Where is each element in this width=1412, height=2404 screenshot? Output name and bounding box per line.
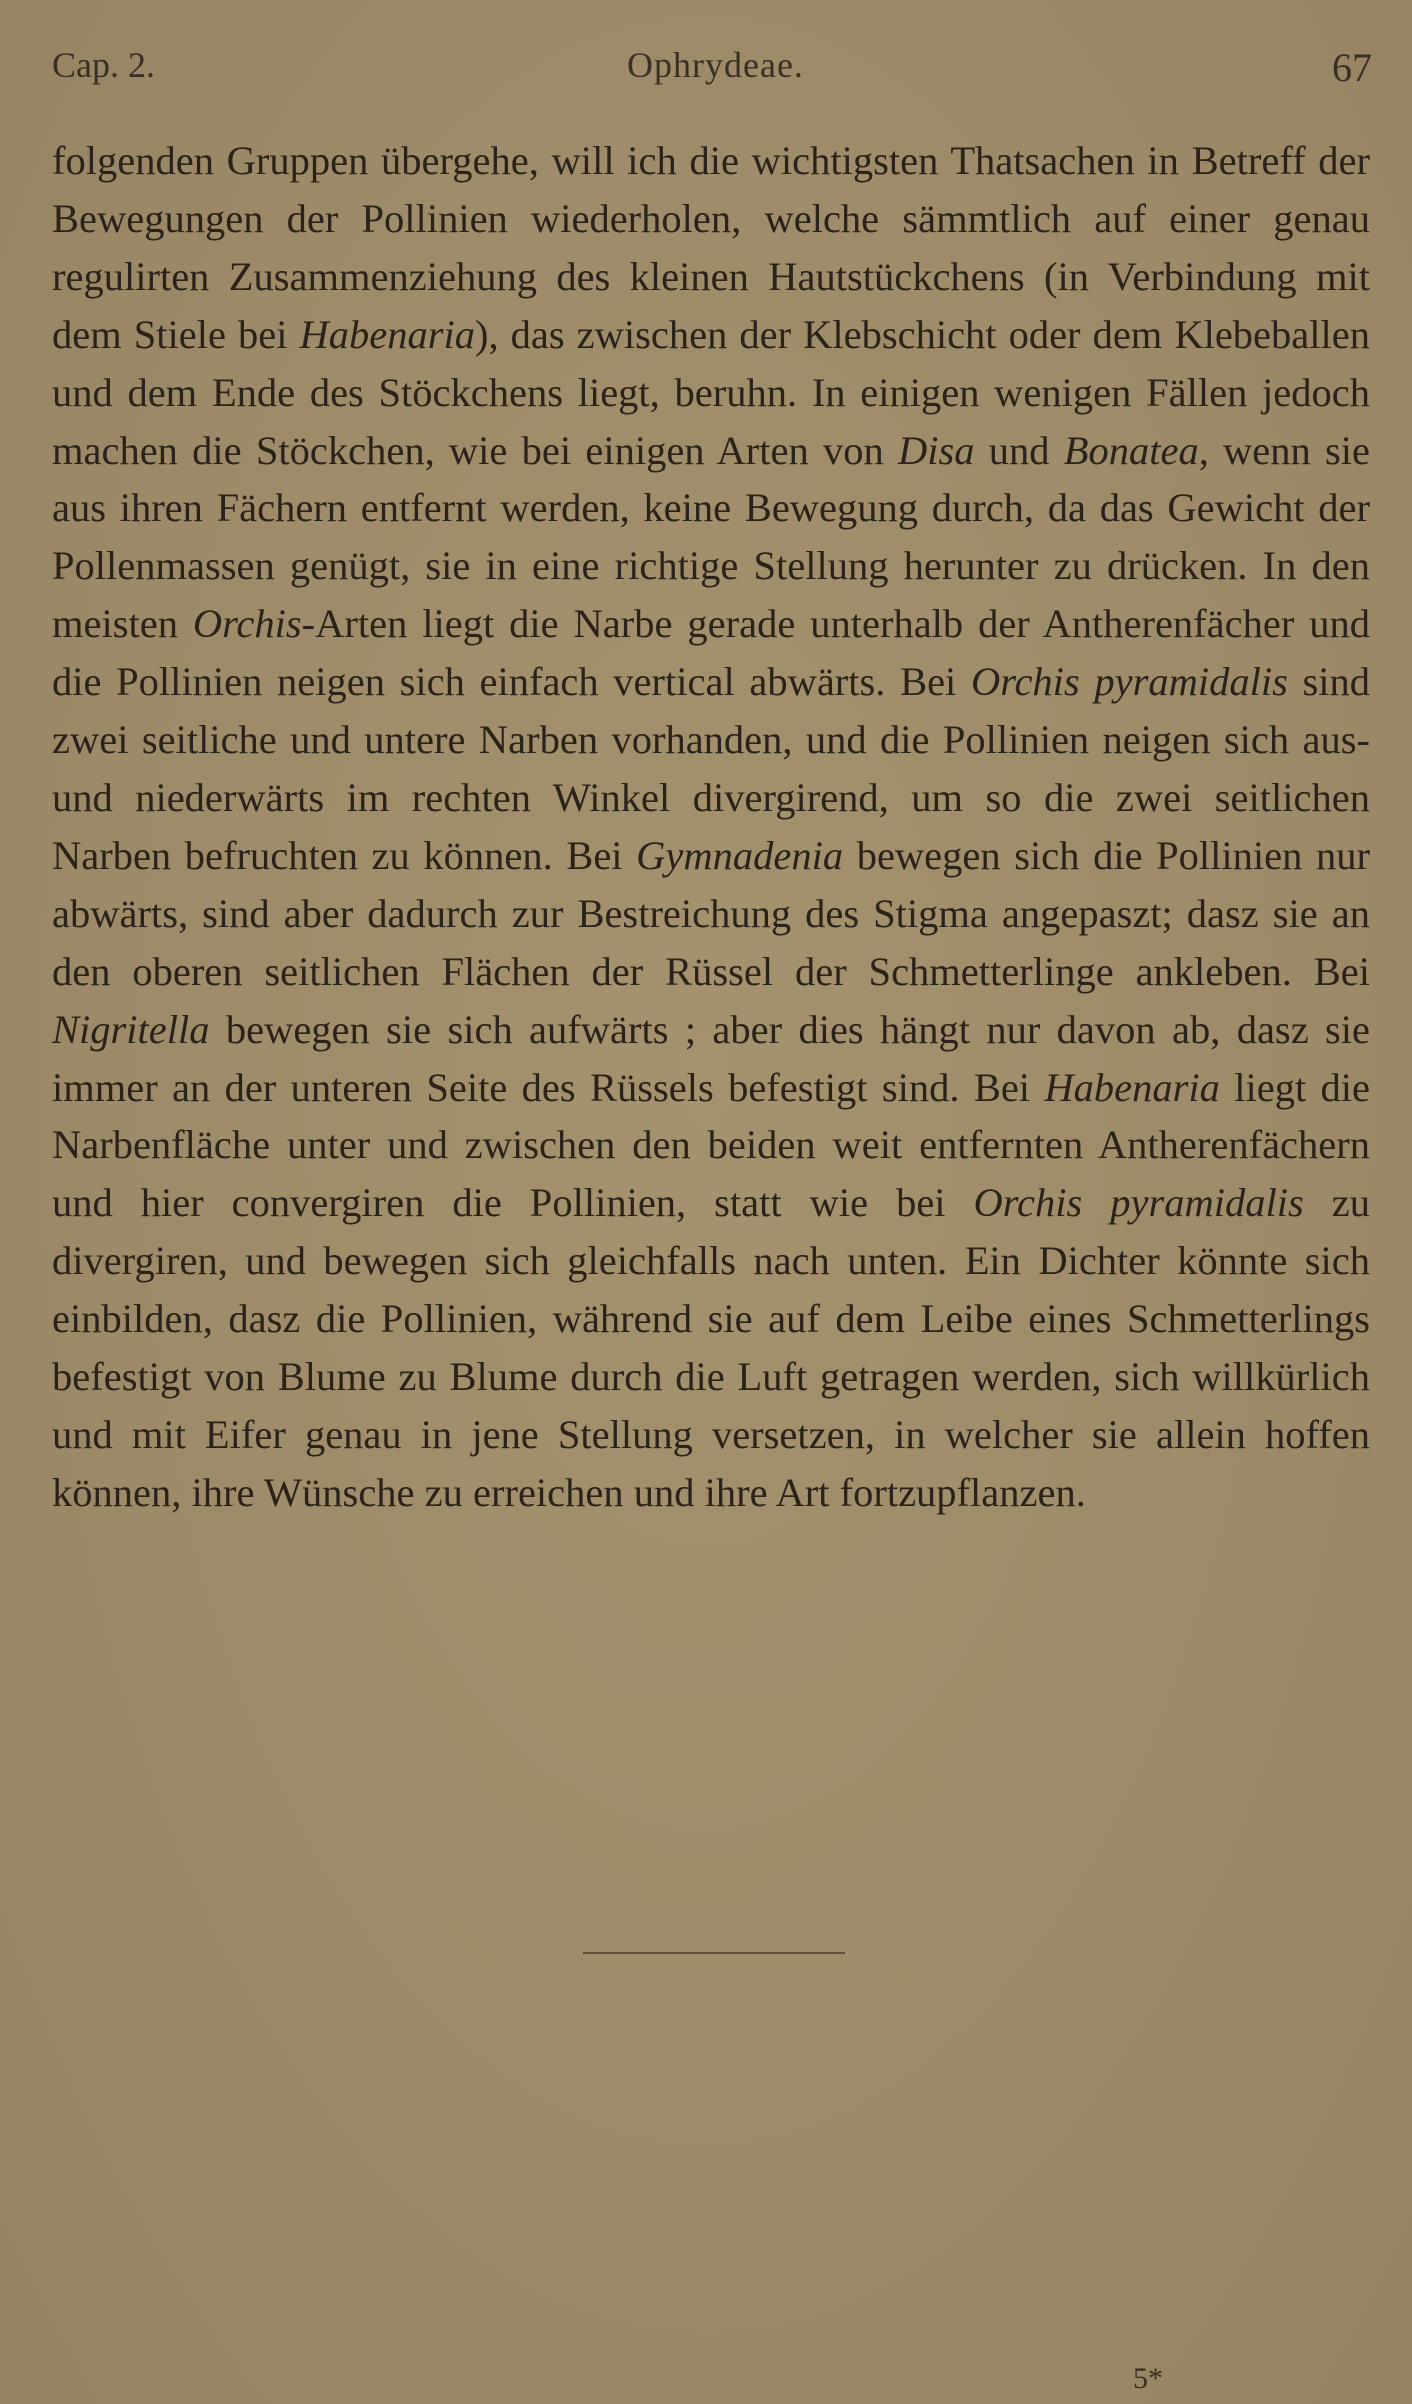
genus-name: Nigritella xyxy=(52,1006,210,1052)
section-title: Ophrydeae. xyxy=(627,45,804,85)
text-run: liegt die Narbenfläche unter und zwischen den beiden weit entfernten Antherenfächern und hier convergiren die Pollinien, statt wie bei xyxy=(52,1064,1370,1226)
text-run: folgenden Gruppen übergehe, will ich die wichtigsten Thatsachen in Betreff der Bewegungen der Pollinien wiederholen, welche sämmtlich auf einer genau regulirten Zusammenziehung des kleinen Hautstückchens (in Verbindung mit dem Stiele bei xyxy=(52,138,1370,357)
paragraph xyxy=(52,132,1370,1522)
genus-name: Orchis xyxy=(192,601,302,647)
signature-mark: 5* xyxy=(1133,2362,1163,2395)
page-number: 67 xyxy=(1332,45,1372,90)
text-run: zu divergiren, und bewegen sich gleichfalls nach unten. Ein Dichter könnte sich einbilden, dasz die Pollinien, während sie auf dem Leibe eines Schmetterlings befestigt von Blume zu Blume durch die Luft getragen werden, sich willkürlich und mit Eifer genau in jene Stellung versetzen, in welcher sie allein hoffen können, ihre Wünsche zu erreichen und ihre Art fortzupflanzen. xyxy=(52,1180,1370,1515)
species-name: Orchis pyramidalis xyxy=(973,1180,1304,1226)
main-text xyxy=(52,132,1370,1522)
chapter-label: Cap. 2. xyxy=(52,45,155,85)
genus-name: Habenaria xyxy=(1044,1064,1220,1110)
text-run: bewegen sie sich aufwärts ; aber dies hängt nur davon ab, dasz sie immer an der unteren Seite des Rüssels befestigt sind. Bei xyxy=(52,1006,1370,1110)
genus-name: Habenaria xyxy=(299,311,476,357)
running-head xyxy=(52,44,1372,94)
genus-name: Gymnadenia xyxy=(636,832,844,878)
text-run: -Arten liegt die Narbe gerade unterhalb der Antherenfächer und die Pollinien neigen sich einfach vertical abwärts. Bei xyxy=(52,601,1370,705)
text-run: bewegen sich die Pollinien nur abwärts, sind aber dadurch zur Bestreichung des Stigma angepaszt; dasz sie an den oberen seitlichen Flächen der Rüssel der Schmetterlinge ankleben. Bei xyxy=(52,832,1370,994)
genus-name: Disa xyxy=(898,427,975,473)
genus-name: Bonatea xyxy=(1063,427,1199,473)
text-run: , wenn sie aus ihren Fächern entfernt werden, keine Bewegung durch, da das Gewicht der Pollenmassen genügt, sie in eine richtige Stellung herunter zu drücken. In den meisten xyxy=(52,427,1371,647)
species-name: Orchis pyramidalis xyxy=(970,659,1288,705)
text-run: und xyxy=(974,427,1064,473)
text-run: sind zwei seitliche und untere Narben vorhanden, und die Pollinien neigen sich aus- und niederwärts im rechten Winkel divergirend, um so die zwei seitlichen Narben befruchten zu können. Bei xyxy=(52,659,1370,878)
text-run: ), das zwischen der Klebschicht oder dem Klebeballen und dem Ende des Stöckchens liegt, beruhn. In einigen wenigen Fällen jedoch machen die Stöckchen, wie bei einigen Arten von xyxy=(52,311,1370,473)
section-divider xyxy=(583,1952,845,1954)
